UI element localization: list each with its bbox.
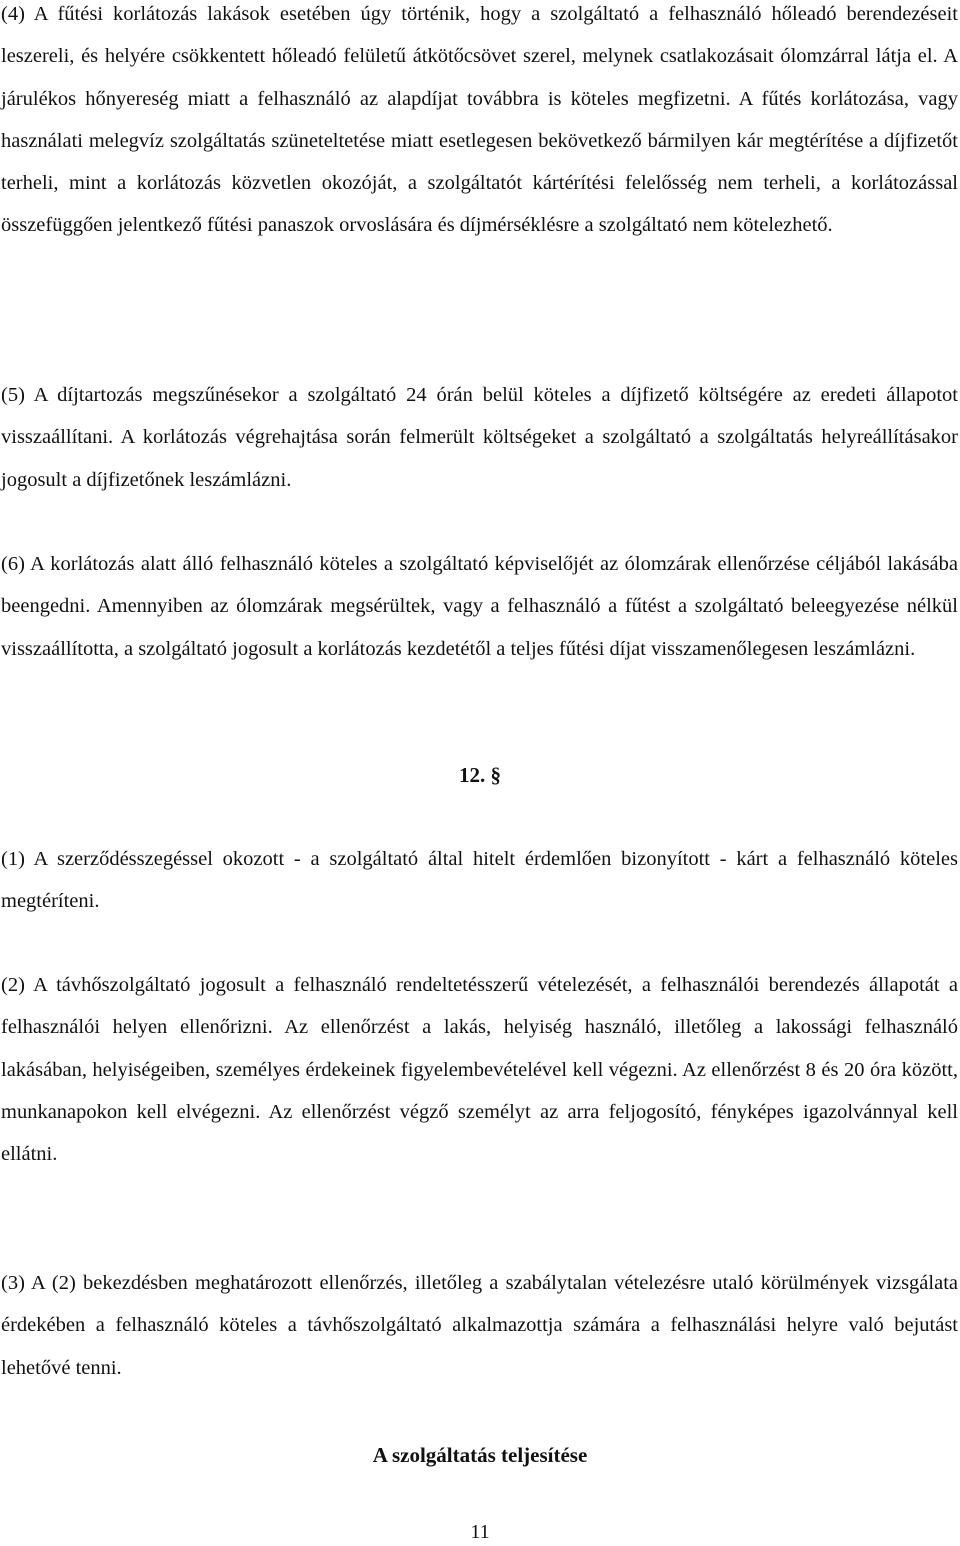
chapter-title: A szolgáltatás teljesítése <box>372 1443 588 1467</box>
section-heading-12: 12. § <box>459 763 501 787</box>
paragraph-12-1: (1) A szerződésszegéssel okozott - a szolgáltató által hitelt érdemlően bizonyított - kárt a felhasználó köteles megtéríteni. <box>1 848 958 913</box>
paragraph-11-5: (5) A díjtartozás megszűnésekor a szolgáltató 24 órán belül köteles a díjfizető költségére az eredeti állapotot visszaállítani. A korlátozás végrehajtása során felmerült költségeket a szolgáltató a szolgáltatás helyreállításakor jogosult a díjfizetőnek leszámlázni. <box>1 384 958 491</box>
paragraph-12-2: (2) A távhőszolgáltató jogosult a felhasználó rendeltetésszerű vételezését, a felhasználói berendezés állapotát a felhasználói helyen ellenőrizni. Az ellenőrzést a lakás, helyiség használó, illetőleg a lakossági felhasználó lakásában, helyiségeiben, személyes érdekeinek figyelembevételével kell végezni. Az ellenőrzést 8 és 20 óra között, munkanapokon kell elvégezni. Az ellenőrzést végző személyt az arra feljogosító, fényképes igazolvánnyal kell ellátni. <box>1 974 958 1166</box>
paragraph-11-6: (6) A korlátozás alatt álló felhasználó köteles a szolgáltató képviselőjét az ólomzárak ellenőrzése céljából lakásába beengedni. Amennyiben az ólomzárak megsérültek, vagy a felhasználó a fűtést a szolgáltató beleegyezése nélkül visszaállította, a szolgáltató jogosult a korlátozás kezdetétől a teljes fűtési díjat visszamenőlegesen leszámlázni. <box>1 553 958 660</box>
page-number: 11 <box>470 1521 490 1543</box>
paragraph-12-3: (3) A (2) bekezdésben meghatározott ellenőrzés, illetőleg a szabálytalan vételezésre utaló körülmények vizsgálata érdekében a felhasználó köteles a távhőszolgáltató alkalmazottja számára a felhasználási helyre való bejutást lehetővé tenni. <box>1 1272 958 1379</box>
paragraph-11-4: (4) A fűtési korlátozás lakások esetében úgy történik, hogy a szolgáltató a felhasználó hőleadó berendezéseit leszereli, és helyére csökkentett hőleadó felületű átkötőcsövet szerel, melynek csatlakozásait ólomzárral látja el. A járulékos hőnyereség miatt a felhasználó az alapdíjat továbbra is köteles megfizetni. A fűtés korlátozása, vagy használati melegvíz szolgáltatás szüneteltetése miatt esetlegesen bekövetkező bármilyen kár megtérítése a díjfizetőt terheli, mint a korlátozás közvetlen okozóját, a szolgáltatót kártérítési felelősség nem terheli, a korlátozással összefüggően jelentkező fűtési panaszok orvoslására és díjmérséklésre a szolgáltató nem kötelezhető. <box>1 3 958 237</box>
